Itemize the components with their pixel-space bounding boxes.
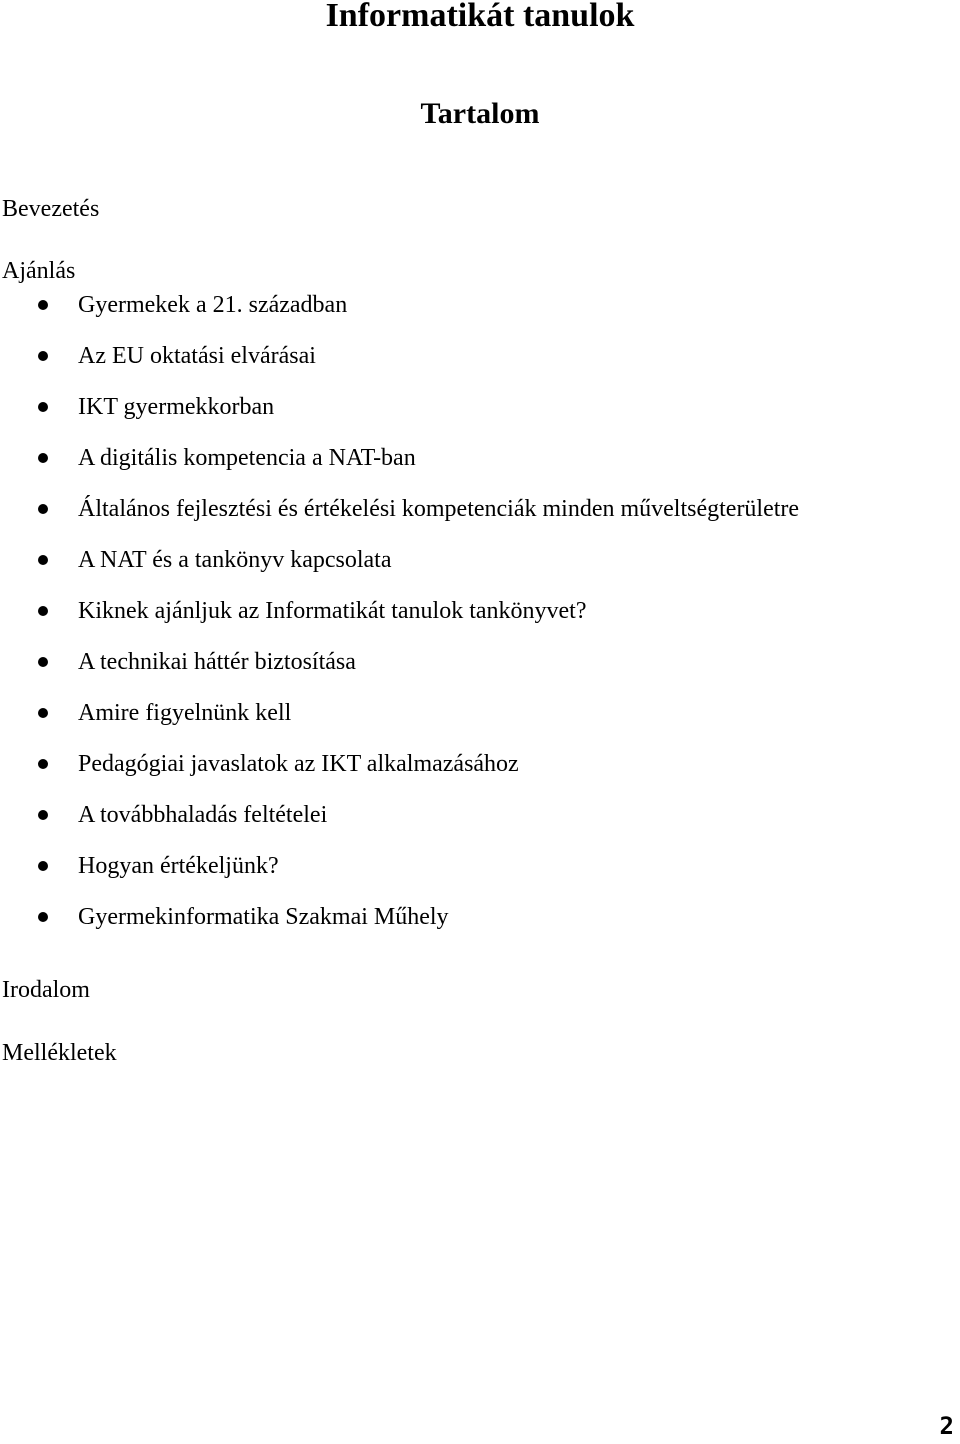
- list-item-label: IKT gyermekkorban: [78, 394, 275, 420]
- list-item: [0, 596, 940, 647]
- bullet-icon: [38, 810, 48, 820]
- list-item: [0, 545, 940, 596]
- list-item: [0, 443, 940, 494]
- document-title: Informatikát tanulok: [325, 0, 635, 34]
- bullet-icon: [38, 555, 48, 565]
- list-item: [0, 290, 940, 341]
- list-item: [0, 647, 940, 698]
- list-item-label: Az EU oktatási elvárásai: [78, 343, 316, 369]
- list-item-label: Amire figyelnünk kell: [78, 700, 292, 726]
- list-item-label: A NAT és a tankönyv kapcsolata: [78, 547, 392, 573]
- toc-entry-recommendation: Ajánlás: [2, 258, 76, 284]
- toc-heading: Tartalom: [420, 97, 540, 130]
- list-item: [0, 902, 940, 953]
- bullet-icon: [38, 351, 48, 361]
- list-item-label: A digitális kompetencia a NAT-ban: [78, 445, 416, 471]
- bullet-icon: [38, 300, 48, 310]
- list-item-label: Általános fejlesztési és értékelési kompetenciák minden műveltségterületre: [78, 496, 800, 522]
- bullet-icon: [38, 606, 48, 616]
- list-item-label: Pedagógiai javaslatok az IKT alkalmazásához: [78, 751, 519, 777]
- list-item: [0, 749, 940, 800]
- list-item: [0, 494, 940, 545]
- bullet-icon: [38, 861, 48, 871]
- list-item-label: Gyermekek a 21. században: [78, 292, 348, 318]
- list-item: [0, 800, 940, 851]
- list-item: [0, 851, 940, 902]
- list-item: [0, 341, 940, 392]
- bullet-icon: [38, 759, 48, 769]
- toc-entry-intro: Bevezetés: [2, 196, 100, 222]
- list-item: [0, 392, 940, 443]
- bullet-icon: [38, 453, 48, 463]
- list-item-label: A technikai háttér biztosítása: [78, 649, 356, 675]
- bullet-icon: [38, 657, 48, 667]
- list-item-label: A továbbhaladás feltételei: [78, 802, 328, 828]
- list-item-label: Gyermekinformatika Szakmai Műhely: [78, 904, 449, 930]
- bullet-icon: [38, 708, 48, 718]
- bullet-icon: [38, 912, 48, 922]
- bullet-icon: [38, 504, 48, 514]
- list-item: [0, 698, 940, 749]
- recommendation-subitems-list: [0, 290, 940, 953]
- page-number: 2: [939, 1412, 954, 1440]
- list-item-label: Hogyan értékeljünk?: [78, 853, 279, 879]
- toc-entry-literature: Irodalom: [2, 977, 90, 1003]
- list-item-label: Kiknek ajánljuk az Informatikát tanulok tankönyvet?: [78, 598, 587, 624]
- bullet-icon: [38, 402, 48, 412]
- toc-entry-appendices: Mellékletek: [2, 1040, 117, 1066]
